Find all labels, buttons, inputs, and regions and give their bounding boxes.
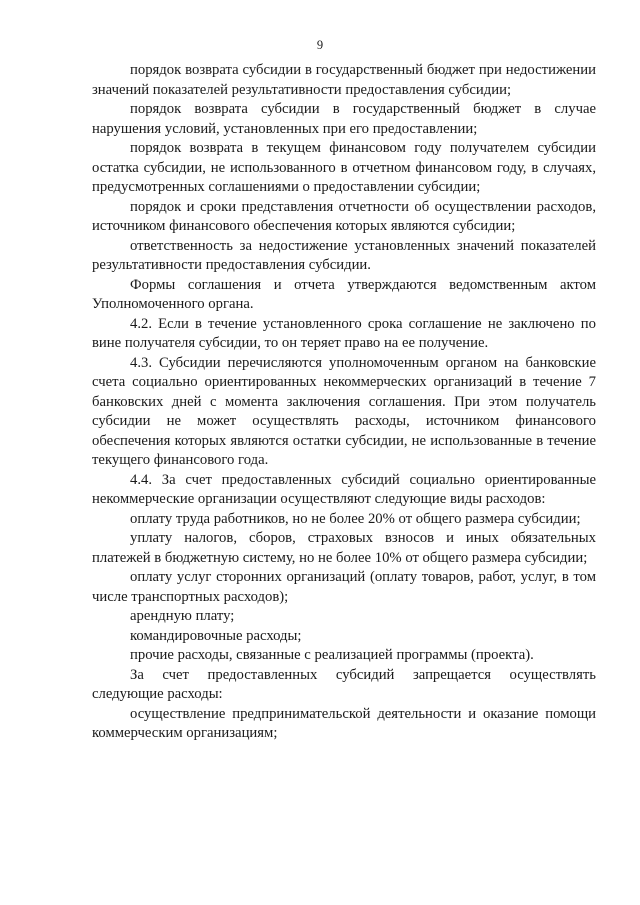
- list-item-third-party-services: оплату услуг сторонних организаций (оплату товаров, работ, услуг, в том числе транспортных расходов);: [92, 569, 596, 605]
- document-body: [92, 61, 596, 744]
- paragraph-forms-approval: Формы соглашения и отчета утверждаются ведомственным актом Уполномоченного органа.: [92, 276, 596, 312]
- list-item-salary: оплату труда работников, но не более 20% от общего размера субсидии;: [130, 510, 581, 527]
- list-item-taxes: уплату налогов, сборов, страховых взносов и иных обязательных платежей в бюджетную систему, но не более 10% от общего размера субсидии;: [92, 530, 596, 566]
- paragraph-4-3: 4.3. Субсидии перечисляются уполномоченным органом на банковские счета социально ориентированных некоммерческих организаций в течение 7 банковских дней с момента заключения соглашения. При этом получатель субсидии не может осуществлять расходы, источником финансового обеспечения которых являются остатки субсидии, не использованные в течение текущего финансового года.: [92, 354, 596, 468]
- paragraph-4-4: 4.4. За счет предоставленных субсидий социально ориентированные некоммерческие организации осуществляют следующие виды расходов:: [92, 471, 596, 507]
- paragraph-return-on-nonachievement: порядок возврата субсидии в государственный бюджет при недостижении значений показателей результативности предоставления субсидии;: [92, 62, 596, 98]
- paragraph-prohibited-expenses: За счет предоставленных субсидий запрещается осуществлять следующие расходы:: [92, 666, 596, 702]
- paragraph-responsibility: ответственность за недостижение установленных значений показателей результативности предоставления субсидии.: [92, 237, 596, 273]
- paragraph-return-of-balance: порядок возврата в текущем финансовом году получателем субсидии остатка субсидии, не использованного в отчетном финансовом году, в случаях, предусмотренных соглашениями о предоставлении субсидии;: [92, 140, 596, 195]
- paragraph-reporting-procedure: порядок и сроки представления отчетности об осуществлении расходов, источником финансового обеспечения которых являются субсидии;: [92, 198, 596, 234]
- list-item-other: прочие расходы, связанные с реализацией программы (проекта).: [130, 647, 534, 663]
- list-item-commercial-activity: осуществление предпринимательской деятельности и оказание помощи коммерческим организациям;: [92, 705, 596, 741]
- paragraph-return-on-violation: порядок возврата субсидии в государственный бюджет в случае нарушения условий, установленных при его предоставлении;: [92, 101, 596, 137]
- list-item-travel: командировочные расходы;: [130, 627, 302, 644]
- list-item-rent: арендную плату;: [130, 608, 235, 624]
- page-number: 9: [316, 38, 324, 52]
- paragraph-4-2: 4.2. Если в течение установленного срока соглашение не заключено по вине получателя субсидии, то он теряет право на ее получение.: [92, 315, 596, 351]
